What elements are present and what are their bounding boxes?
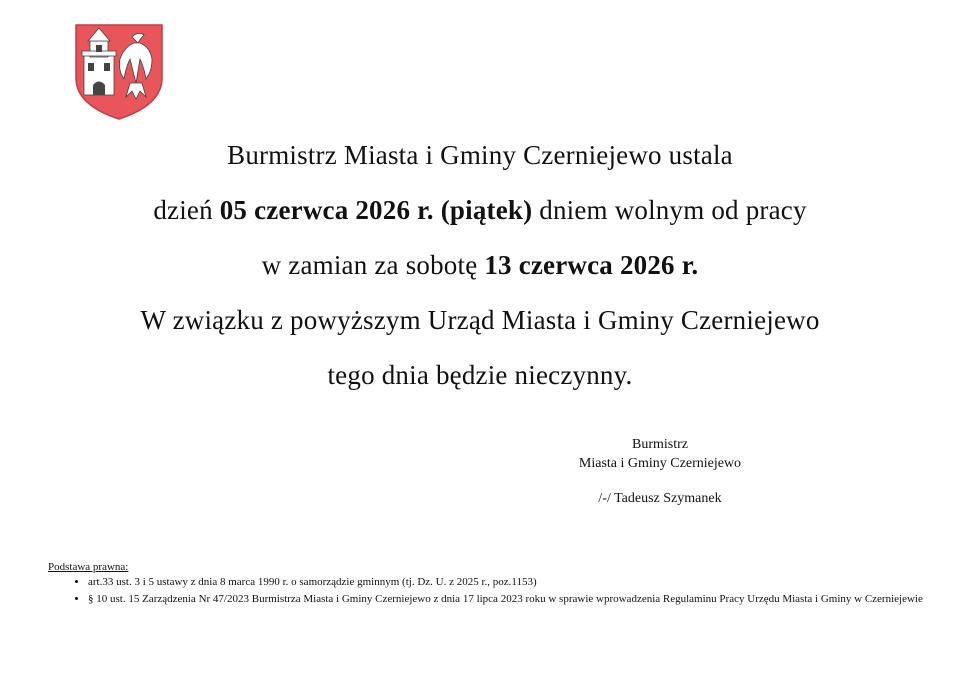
signature-office: Miasta i Gminy Czerniejewo [578,456,742,471]
legal-basis [48,560,928,609]
saturday-date: 13 czerwca 2026 r. [484,250,699,280]
free-day-date: 05 czerwca 2026 r. (piątek) [219,195,533,225]
legal-basis-header: Podstawa prawna: [48,561,129,573]
list-item: • art.33 ust. 3 i 5 ustawy z dnia 8 marca 1990 r. o samorządzie gminnym (tj. Dz. U. z 2025 r., poz.1153) [88,575,928,589]
list-item: • § 10 ust. 15 Zarządzenia Nr 47/2023 Burmistrza Miasta i Gminy Czerniejewo z dnia 17 lipca 2023 roku w sprawie wprowadzenia Regulaminu Pracy Urzędu Miasta i Gminy w Czerniejewie [88,592,928,606]
notice-line-1: Burmistrz Miasta i Gminy Czerniejewo ustala [227,140,733,170]
notice-line-5: tego dnia będzie nieczynny. [327,360,633,390]
legal-basis-list [48,575,928,606]
notice-text [0,135,960,410]
notice-line-2: dzień 05 czerwca 2026 r. (piątek) dniem wolnym od pracy [153,195,807,225]
notice-line-3: w zamian za sobotę 13 czerwca 2026 r. [261,250,699,280]
coat-of-arms-icon [74,23,164,121]
signature-name: /-/ Tadeusz Szymanek [598,491,722,506]
signature-block [560,435,760,508]
notice-line-4: W związku z powyższym Urząd Miasta i Gminy Czerniejewo [140,305,820,335]
signature-title: Burmistrz [632,437,688,452]
